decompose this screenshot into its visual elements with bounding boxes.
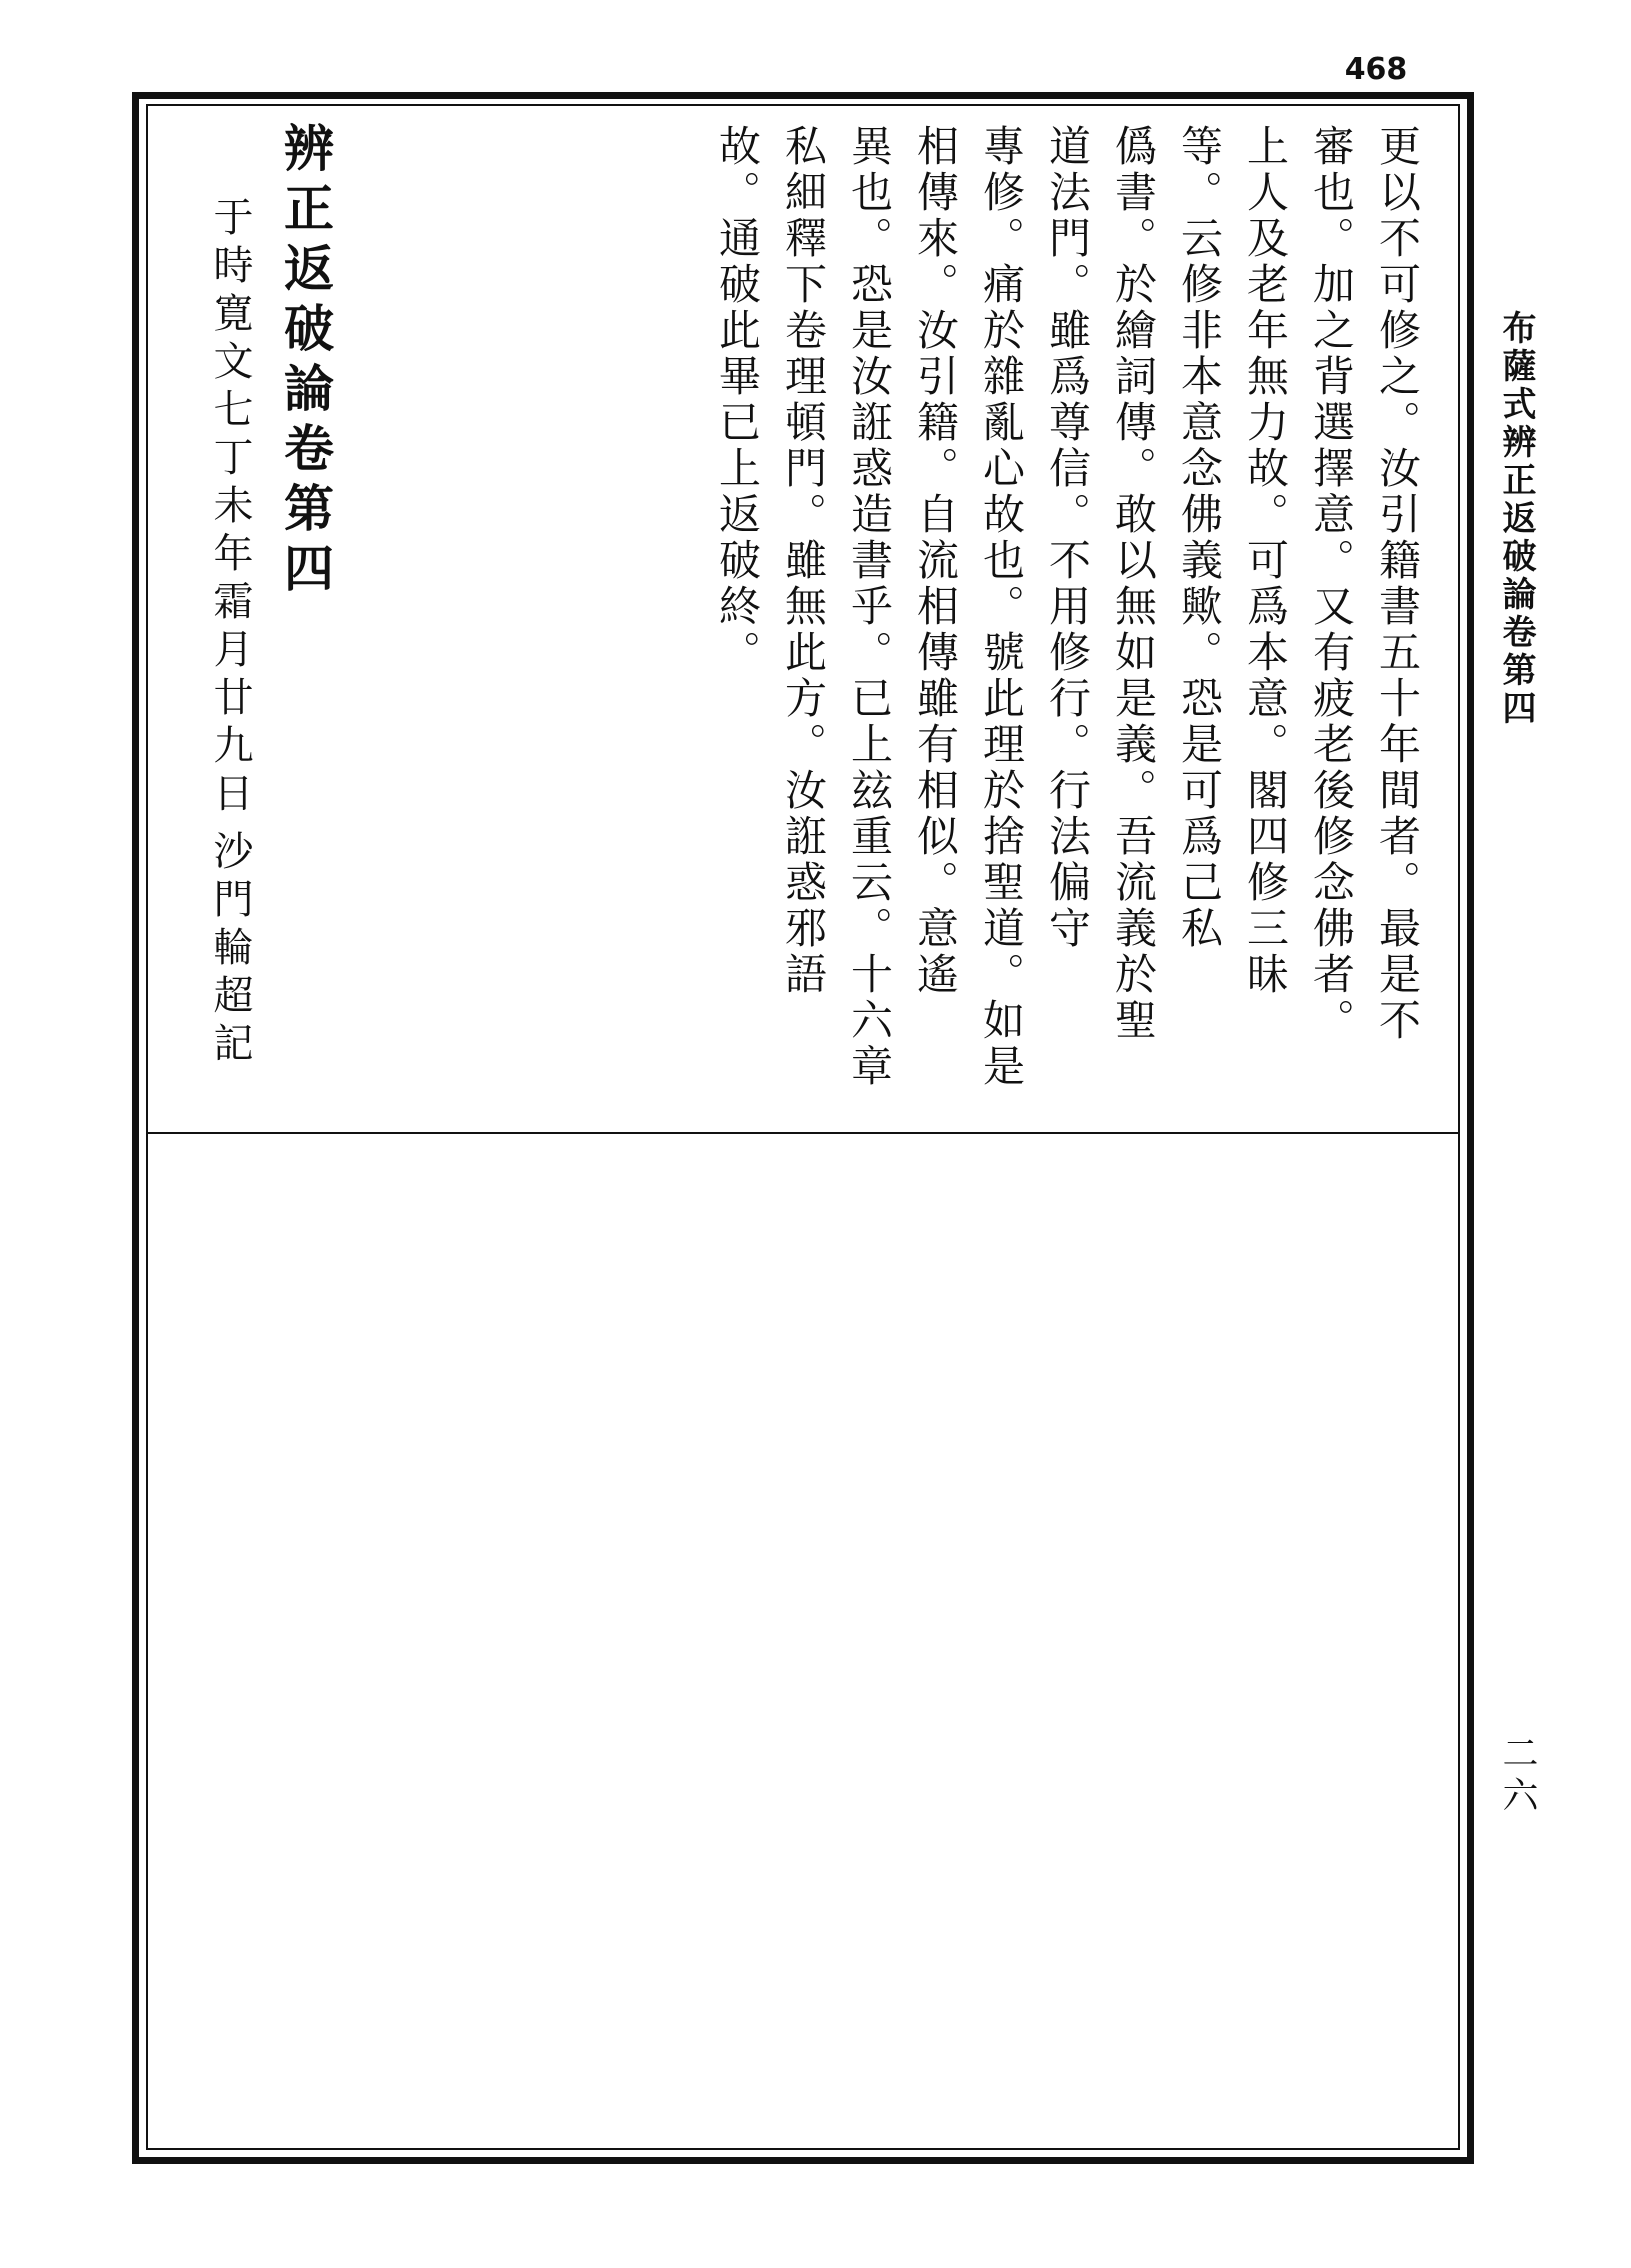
text-column-5: 僞書。於繪詞傳。敢以無如是義。吾流義於聖: [1109, 124, 1158, 1044]
text-column-9: 異也。恐是汝誑惑造書乎。已上玆重云。十六章: [845, 124, 894, 1090]
colophon-date: 于時寛文七丁未年霜月廿九日: [207, 196, 253, 820]
text-column-6: 道法門。雖爲尊信。不用修行。行法偏守: [1043, 124, 1092, 952]
text-column-7: 專修。痛於雜亂心故也。號此理於捨聖道。如是: [977, 124, 1026, 1090]
text-column-10: 私細釋下卷理頓門。雖無此方。汝誑惑邪語: [779, 124, 828, 998]
text-column-11: 故。通破此畢已上返破終。: [713, 124, 762, 676]
leaf-number: 二六: [1497, 1734, 1538, 1818]
section-divider: [146, 1132, 1460, 1134]
text-column-1: 更以不可修之。汝引籍書五十年間者。最是不: [1373, 124, 1422, 1044]
page-number: 468: [1344, 52, 1408, 87]
running-header: 布薩式辨正返破論卷第四: [1496, 310, 1536, 728]
text-column-8: 相傳來。汝引籍。自流相傳雖有相似。意遙: [911, 124, 960, 998]
colophon-author: 沙門輪超記: [207, 830, 253, 1070]
volume-title: 辨正返破論卷第四: [276, 122, 335, 602]
text-column-3: 上人及老年無力故。可爲本意。閣四修三昧: [1241, 124, 1290, 998]
text-column-2: 審也。加之背選擇意。又有疲老後修念佛者。: [1307, 124, 1356, 1044]
text-column-4: 等。云修非本意念佛義歟。恐是可爲己私: [1175, 124, 1224, 952]
